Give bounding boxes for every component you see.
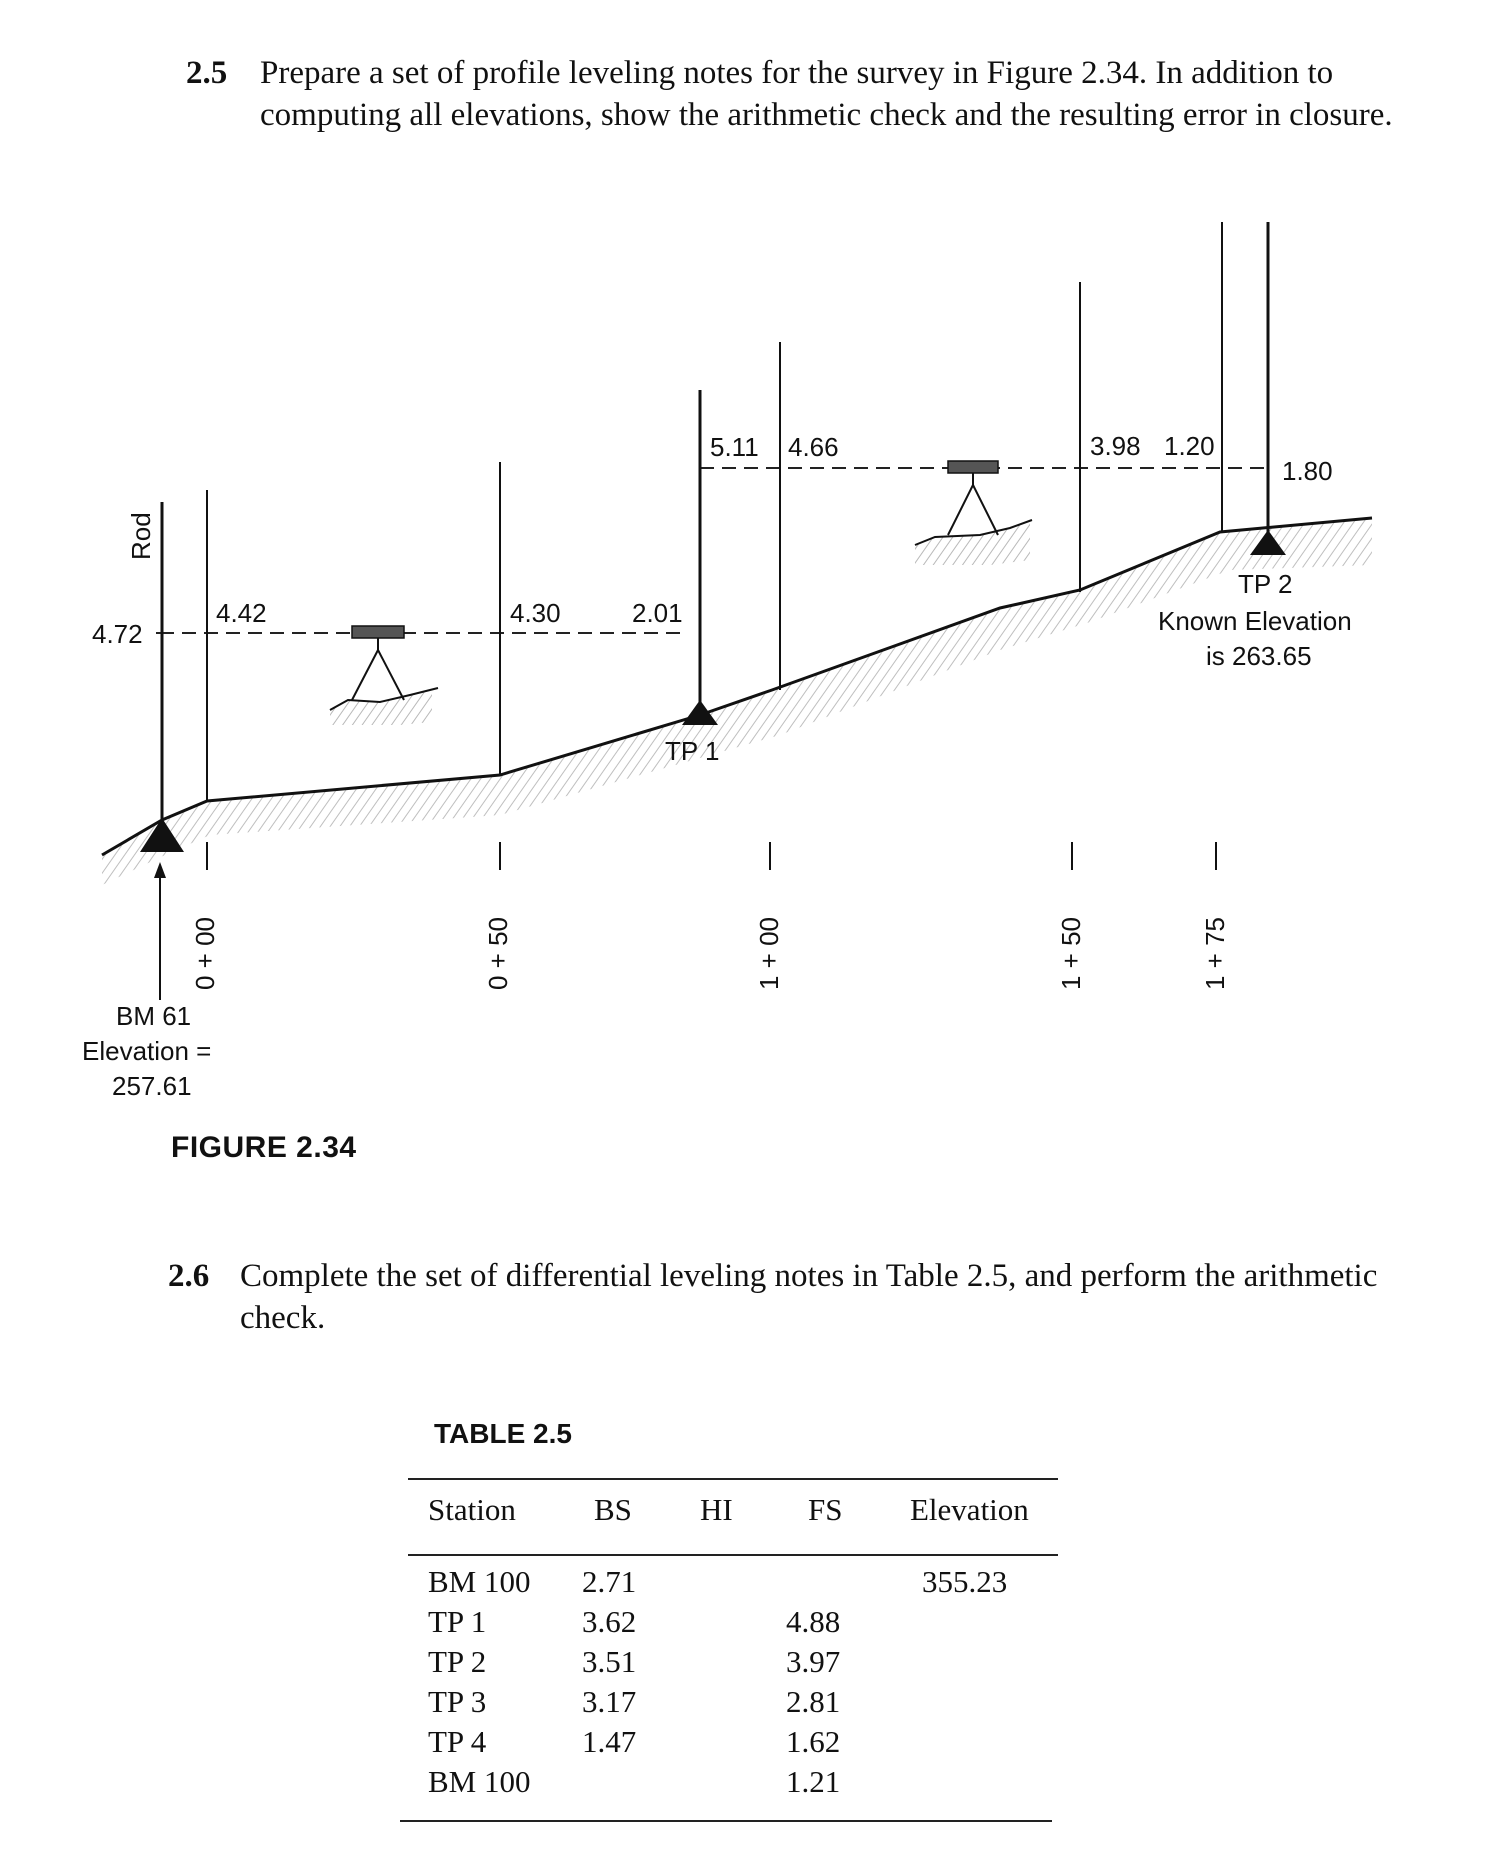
cell-bs: 2.71 (582, 1564, 637, 1599)
header-fs: FS (808, 1492, 843, 1527)
reading-4-42: 4.42 (216, 598, 267, 628)
cell-fs: 1.21 (786, 1764, 841, 1799)
cell-bs: 3.62 (582, 1604, 637, 1639)
reading-5-11: 5.11 (710, 432, 759, 462)
rod-axis-label: Rod (126, 512, 156, 560)
header-hi: HI (700, 1492, 733, 1527)
cell-fs: 4.88 (786, 1604, 841, 1639)
table-row (396, 1724, 1058, 1764)
table-header-row (396, 1492, 1058, 1532)
cell-station: TP 4 (428, 1724, 487, 1759)
level-instrument-1-icon (330, 626, 438, 725)
bm61-elevation-label: Elevation = (82, 1036, 212, 1066)
tp2-label: TP 2 (1238, 569, 1293, 599)
reading-1-80: 1.80 (1282, 456, 1333, 486)
reading-1-20: 1.20 (1164, 431, 1215, 461)
reading-3-98: 3.98 (1090, 431, 1141, 461)
level-instrument-2-icon (915, 461, 1032, 565)
reading-2-01: 2.01 (632, 598, 683, 628)
table-row (396, 1764, 1058, 1804)
table-row (396, 1604, 1058, 1644)
bm61-arrowhead-icon (154, 862, 166, 878)
header-bs: BS (594, 1492, 632, 1527)
cell-bs: 3.51 (582, 1644, 637, 1679)
hi-value-label: 4.72 (92, 619, 143, 649)
table-bottom-rule (400, 1820, 1052, 1822)
cell-fs: 2.81 (786, 1684, 841, 1719)
problem-number: 2.6 (168, 1258, 210, 1294)
cell-station: TP 1 (428, 1604, 487, 1639)
table-caption: TABLE 2.5 (434, 1418, 572, 1449)
station-label-1-50: 1 + 50 (1056, 916, 1086, 990)
cell-bs: 1.47 (582, 1724, 637, 1759)
cell-bs: 3.17 (582, 1684, 637, 1719)
reading-4-66: 4.66 (788, 432, 839, 462)
tp2-known-elevation-label: Known Elevation (1158, 606, 1352, 636)
table-row (396, 1684, 1058, 1724)
problem-number: 2.5 (186, 55, 228, 91)
reading-4-30: 4.30 (510, 598, 561, 628)
cell-fs: 3.97 (786, 1644, 841, 1679)
cell-station: BM 100 (428, 1764, 531, 1799)
tp1-label: TP 1 (665, 736, 720, 766)
cell-station: TP 3 (428, 1684, 487, 1719)
problem-text: Complete the set of differential leveling notes in Table 2.5, and perform the arithmetic check. (240, 1258, 1378, 1336)
table-header-rule (408, 1554, 1058, 1556)
table-row (396, 1644, 1058, 1684)
problem-text: Prepare a set of profile leveling notes for the survey in Figure 2.34. In addition to computing all elevations, show the arithmetic check and the resulting error in closure. (260, 55, 1393, 133)
cell-fs: 1.62 (786, 1724, 841, 1759)
tp2-elevation-value: is 263.65 (1206, 641, 1312, 671)
header-elevation: Elevation (910, 1492, 1029, 1527)
header-station: Station (428, 1492, 516, 1527)
station-label-0-00: 0 + 00 (190, 916, 220, 990)
cell-station: BM 100 (428, 1564, 531, 1599)
table-row (396, 1564, 1058, 1604)
bm61-name: BM 61 (116, 1001, 192, 1031)
cell-elevation: 355.23 (922, 1564, 1008, 1599)
station-label-0-50: 0 + 50 (483, 916, 513, 990)
cell-station: TP 2 (428, 1644, 487, 1679)
bm61-elevation-value: 257.61 (112, 1071, 192, 1101)
table-top-rule (408, 1478, 1058, 1480)
figure-caption: FIGURE 2.34 (171, 1131, 357, 1164)
station-label-1-00: 1 + 00 (754, 916, 784, 990)
station-label-1-75: 1 + 75 (1200, 916, 1230, 990)
